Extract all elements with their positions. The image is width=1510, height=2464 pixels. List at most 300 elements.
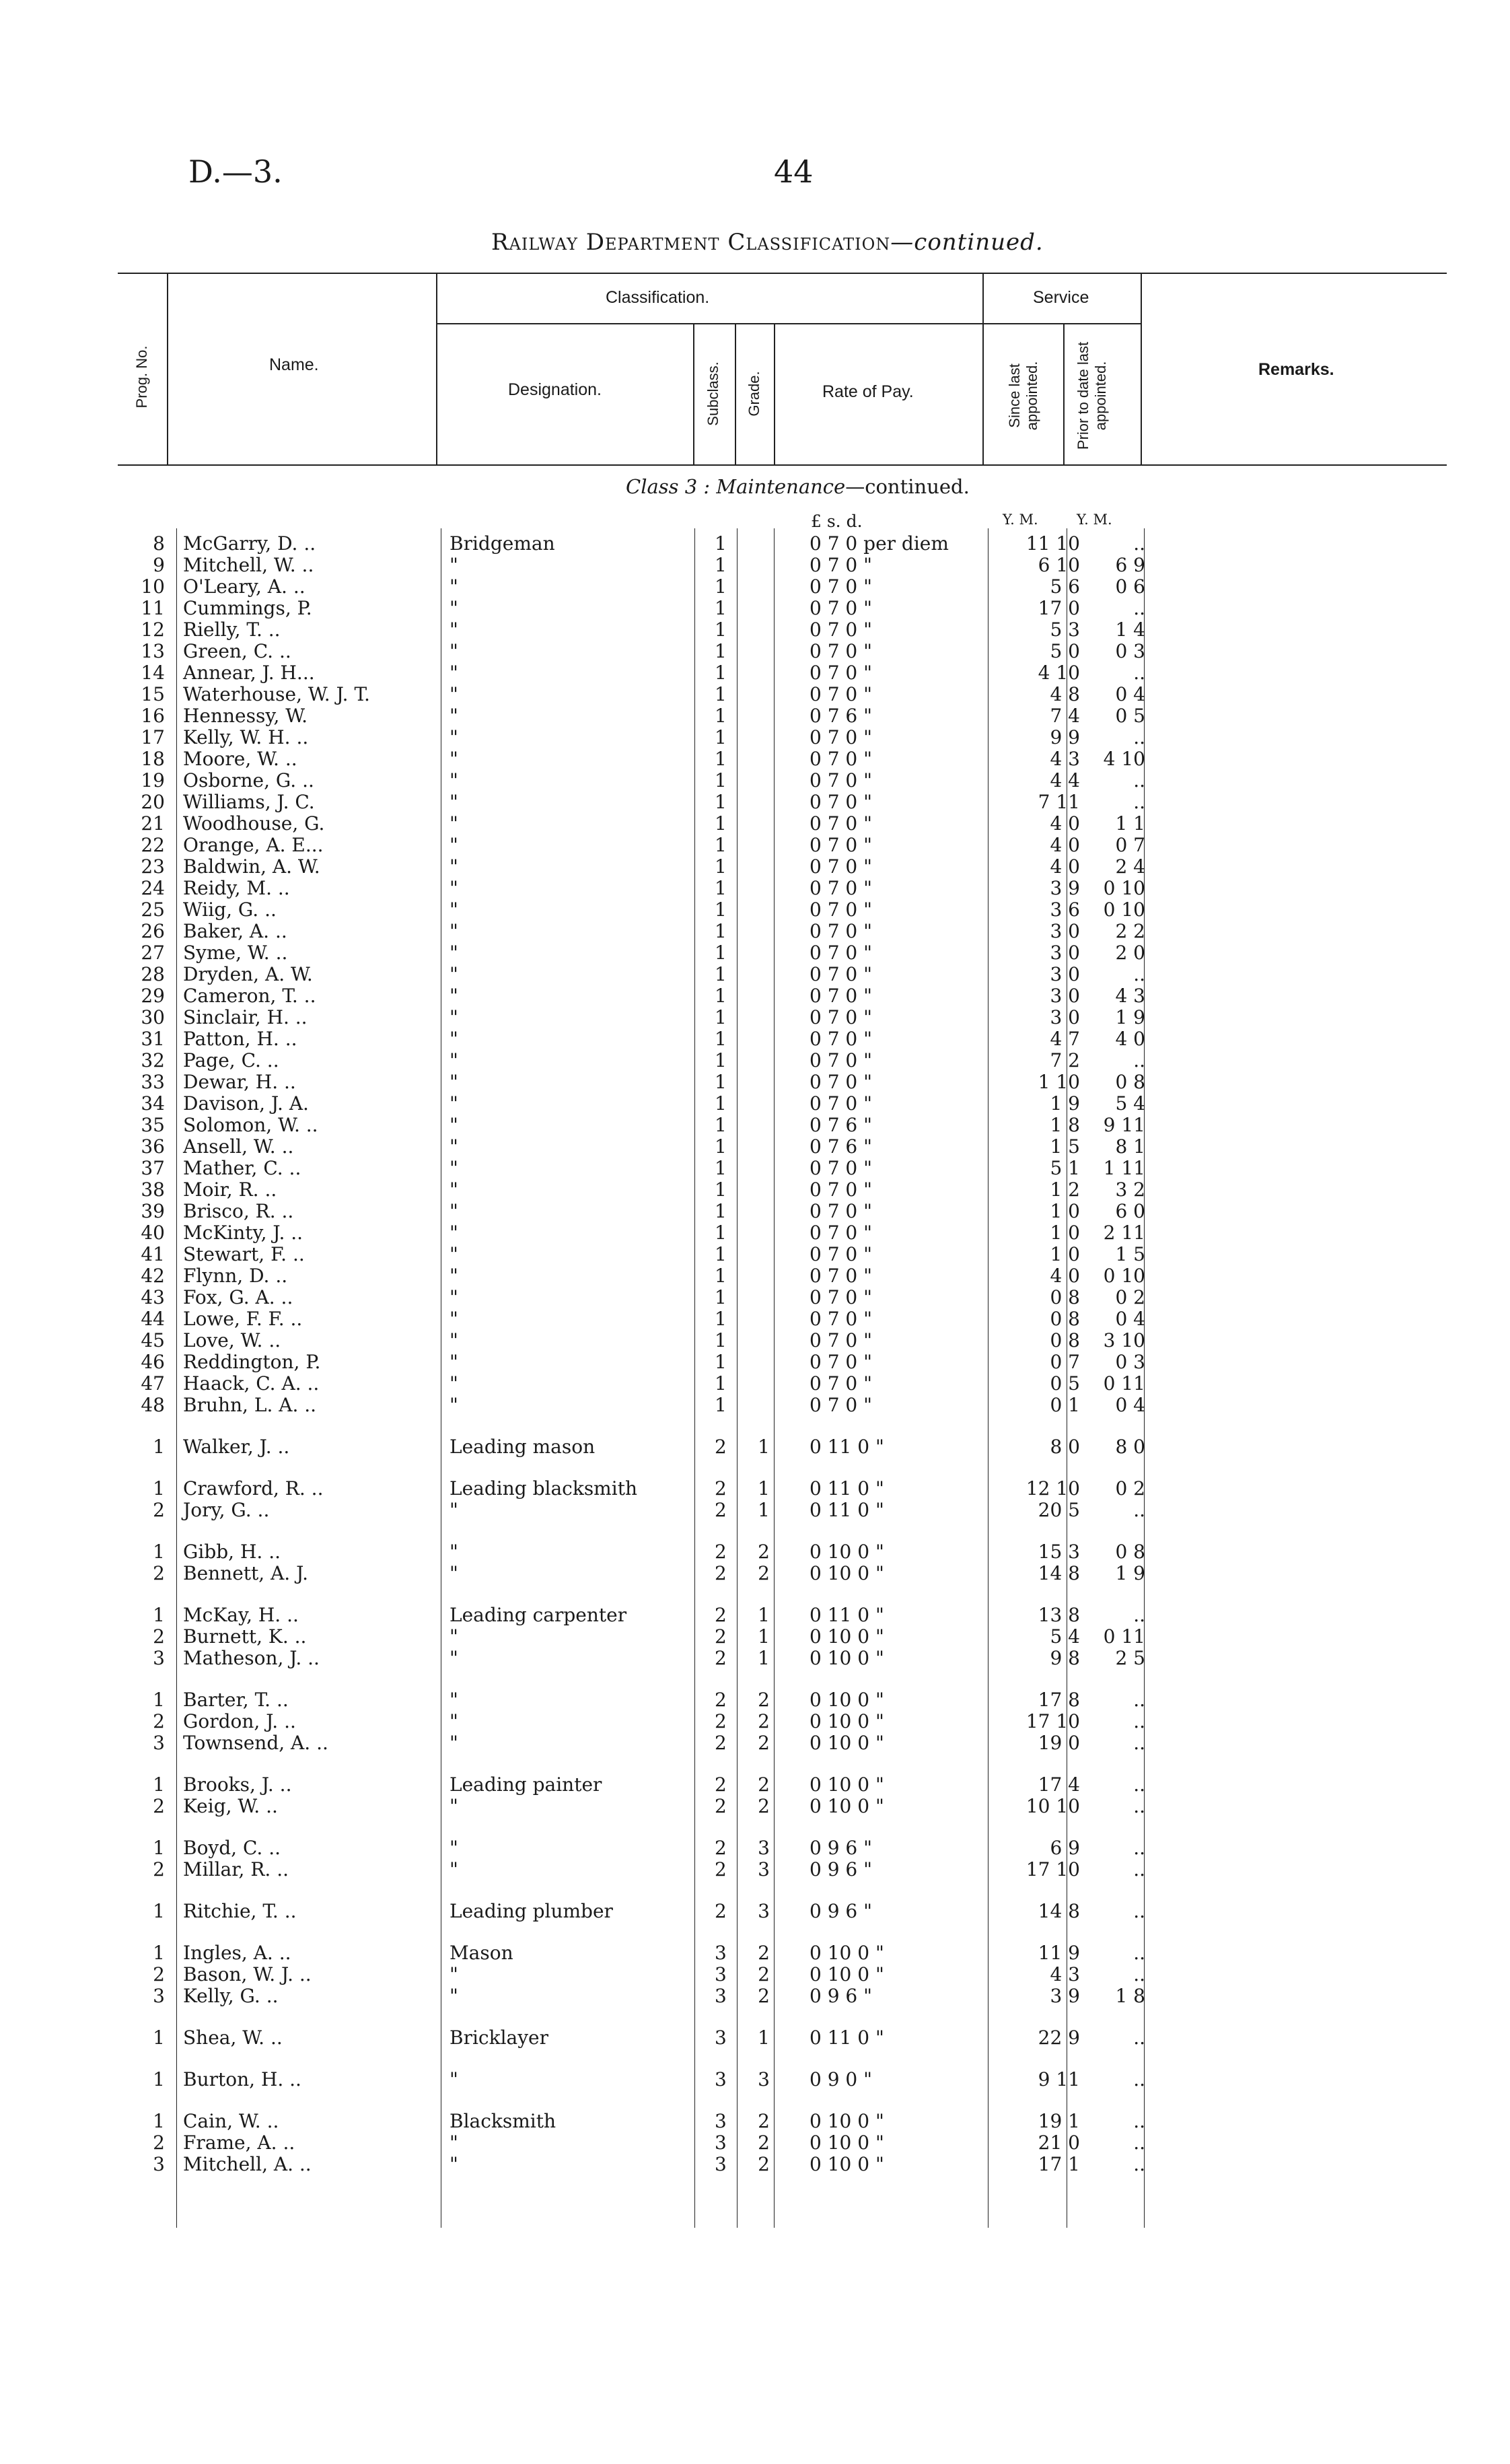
- row-prior: 1 1: [1115, 812, 1145, 835]
- row-prior: 2 5: [1115, 1647, 1145, 1669]
- row-subclass: 1: [715, 899, 727, 921]
- row-prior: ..: [1133, 597, 1145, 619]
- table-row: [0, 964, 1510, 985]
- row-rate: 0 7 0 ": [810, 683, 873, 705]
- row-name: McKay, H. ..: [183, 1604, 299, 1626]
- row-since: 11 9: [1038, 1942, 1080, 1964]
- row-since: 20 5: [1038, 1499, 1080, 1521]
- row-prior: 0 4: [1115, 1308, 1145, 1330]
- row-designation: ": [450, 619, 458, 641]
- row-name: Ingles, A. ..: [183, 1942, 291, 1964]
- row-designation: ": [450, 812, 458, 835]
- row-subclass: 2: [715, 1477, 727, 1500]
- row-since: 0 8: [1050, 1308, 1080, 1330]
- row-designation: ": [450, 1157, 458, 1179]
- row-since: 12 10: [1026, 1477, 1080, 1500]
- row-name: McGarry, D. ..: [183, 532, 316, 555]
- table-row: [0, 921, 1510, 942]
- row-designation: ": [450, 1243, 458, 1265]
- row-name: Wiig, G. ..: [183, 899, 277, 921]
- row-prior: 5 4: [1115, 1092, 1145, 1115]
- row-prior: ..: [1133, 769, 1145, 791]
- row-name: Dewar, H. ..: [183, 1071, 296, 1093]
- table-row: [0, 813, 1510, 835]
- row-name: Sinclair, H. ..: [183, 1006, 308, 1028]
- row-name: Brisco, R. ..: [183, 1200, 294, 1222]
- row-rate: 0 7 6 ": [810, 1114, 873, 1136]
- row-since: 9 8: [1050, 1647, 1080, 1669]
- row-rate: 0 7 0 ": [810, 597, 873, 619]
- row-name: Shea, W. ..: [183, 2027, 283, 2049]
- classification-header: Classification.: [606, 288, 710, 307]
- row-name: Moir, R. ..: [183, 1178, 277, 1201]
- table-row: [0, 1115, 1510, 1136]
- row-subclass: 1: [715, 1071, 727, 1093]
- row-subclass: 1: [715, 1135, 727, 1158]
- row-subclass: 2: [715, 1541, 727, 1563]
- row-rate: 0 10 0 ": [810, 1942, 884, 1964]
- row-prior: 0 2: [1115, 1477, 1145, 1500]
- table-row: [0, 1689, 1510, 1711]
- row-number: 28: [141, 963, 165, 985]
- row-prior: 1 5: [1115, 1243, 1145, 1265]
- row-designation: ": [450, 1732, 458, 1754]
- table-row: [0, 1222, 1510, 1244]
- row-number: 12: [141, 619, 165, 641]
- row-designation: ": [450, 597, 458, 619]
- row-subclass: 1: [715, 855, 727, 878]
- row-name: Moore, W. ..: [183, 748, 297, 770]
- row-subclass: 2: [715, 1625, 727, 1648]
- table-row: [0, 1007, 1510, 1028]
- row-prior: 0 6: [1115, 575, 1145, 598]
- row-number: 36: [141, 1135, 165, 1158]
- title-main: Railway Department Classification: [491, 229, 891, 256]
- row-subclass: 1: [715, 920, 727, 942]
- row-subclass: 1: [715, 963, 727, 985]
- row-since: 4 4: [1050, 769, 1080, 791]
- row-subclass: 1: [715, 662, 727, 684]
- row-prior: 4 10: [1103, 748, 1145, 770]
- row-subclass: 1: [715, 1114, 727, 1136]
- row-designation: ": [450, 575, 458, 598]
- row-since: 17 0: [1038, 597, 1080, 619]
- row-rate: 0 7 0 ": [810, 985, 873, 1007]
- row-number: 39: [141, 1200, 165, 1222]
- row-number: 31: [141, 1028, 165, 1050]
- table-row: [0, 1732, 1510, 1754]
- row-designation: ": [450, 1562, 458, 1584]
- row-name: Reidy, M. ..: [183, 877, 290, 899]
- row-grade: 3: [758, 1858, 770, 1880]
- table-row: [0, 1050, 1510, 1071]
- table-row: [0, 985, 1510, 1007]
- row-grade: 2: [758, 1942, 770, 1964]
- row-grade: 1: [758, 1499, 770, 1521]
- row-designation: ": [450, 1541, 458, 1563]
- row-number: 1: [153, 1837, 165, 1859]
- row-subclass: 3: [715, 1942, 727, 1964]
- table-row: [0, 899, 1510, 921]
- row-since: 5 3: [1050, 619, 1080, 641]
- row-rate: 0 7 0 ": [810, 1092, 873, 1115]
- row-name: Page, C. ..: [183, 1049, 279, 1071]
- row-number: 3: [153, 1732, 165, 1754]
- row-subclass: 1: [715, 705, 727, 727]
- table-row: [0, 1859, 1510, 1880]
- row-grade: 2: [758, 2132, 770, 2154]
- table-row: [0, 619, 1510, 641]
- row-subclass: 1: [715, 942, 727, 964]
- row-designation: ": [450, 683, 458, 705]
- money-units: £ s. d.: [811, 512, 863, 531]
- row-prior: ..: [1133, 963, 1145, 985]
- row-since: 19 1: [1038, 2110, 1080, 2132]
- row-prior: 3 10: [1103, 1329, 1145, 1351]
- row-prior: 0 10: [1103, 877, 1145, 899]
- row-grade: 2: [758, 2153, 770, 2175]
- row-rate: 0 10 0 ": [810, 1963, 884, 1985]
- row-number: 1: [153, 2027, 165, 2049]
- row-prior: 2 2: [1115, 920, 1145, 942]
- row-name: Ansell, W. ..: [183, 1135, 294, 1158]
- row-name: Green, C. ..: [183, 640, 291, 662]
- row-designation: ": [450, 985, 458, 1007]
- row-subclass: 1: [715, 640, 727, 662]
- row-prior: ..: [1133, 1689, 1145, 1711]
- grade-header: Grade.: [746, 371, 762, 417]
- row-prior: 0 11: [1103, 1625, 1145, 1648]
- row-since: 3 0: [1050, 963, 1080, 985]
- row-number: 22: [141, 834, 165, 856]
- row-designation: Bridgeman: [450, 532, 555, 555]
- row-number: 1: [153, 2068, 165, 2090]
- row-name: Hennessy, W.: [183, 705, 308, 727]
- row-name: Williams, J. C.: [183, 791, 315, 813]
- row-name: Crawford, R. ..: [183, 1477, 324, 1500]
- table-row: [0, 2027, 1510, 2049]
- row-name: Ritchie, T. ..: [183, 1900, 297, 1922]
- row-subclass: 1: [715, 1049, 727, 1071]
- row-prior: 1 9: [1115, 1562, 1145, 1584]
- table-row: [0, 835, 1510, 856]
- row-prior: ..: [1133, 1795, 1145, 1817]
- row-name: Kelly, W. H. ..: [183, 726, 309, 748]
- row-number: 8: [153, 532, 165, 555]
- row-since: 14 8: [1038, 1562, 1080, 1584]
- table-row: [0, 598, 1510, 619]
- table-row: [0, 1541, 1510, 1563]
- row-rate: 0 7 0 ": [810, 877, 873, 899]
- row-rate: 0 7 0 ": [810, 812, 873, 835]
- table-row: [0, 727, 1510, 748]
- row-since: 19 0: [1038, 1732, 1080, 1754]
- row-since: 5 1: [1050, 1157, 1080, 1179]
- row-since: 1 0: [1050, 1243, 1080, 1265]
- row-number: 2: [153, 1710, 165, 1732]
- row-prior: 1 8: [1115, 1985, 1145, 2007]
- row-subclass: 3: [715, 2027, 727, 2049]
- row-name: Fox, G. A. ..: [183, 1286, 293, 1308]
- row-subclass: 1: [715, 726, 727, 748]
- row-grade: 3: [758, 2068, 770, 2090]
- row-number: 2: [153, 2132, 165, 2154]
- row-designation: ": [450, 1837, 458, 1859]
- row-number: 17: [141, 726, 165, 748]
- row-rate: 0 7 0 ": [810, 575, 873, 598]
- row-subclass: 1: [715, 791, 727, 813]
- row-rate: 0 10 0 ": [810, 1562, 884, 1584]
- row-designation: ": [450, 899, 458, 921]
- row-subclass: 1: [715, 1178, 727, 1201]
- row-name: Barter, T. ..: [183, 1689, 289, 1711]
- row-since: 0 5: [1050, 1372, 1080, 1395]
- row-prior: ..: [1133, 532, 1145, 555]
- row-rate: 0 10 0 ": [810, 1689, 884, 1711]
- row-rate: 0 10 0 ": [810, 1625, 884, 1648]
- row-name: Stewart, F. ..: [183, 1243, 305, 1265]
- row-designation: ": [450, 1963, 458, 1985]
- row-since: 22 9: [1038, 2027, 1080, 2049]
- row-designation: ": [450, 2068, 458, 2090]
- table-row: [0, 1028, 1510, 1050]
- row-name: Brooks, J. ..: [183, 1773, 292, 1796]
- row-prior: 2 4: [1115, 855, 1145, 878]
- row-since: 5 0: [1050, 640, 1080, 662]
- row-subclass: 1: [715, 985, 727, 1007]
- row-number: 40: [141, 1222, 165, 1244]
- row-name: Frame, A. ..: [183, 2132, 295, 2154]
- row-number: 27: [141, 942, 165, 964]
- row-number: 1: [153, 1773, 165, 1796]
- row-subclass: 2: [715, 1732, 727, 1754]
- row-name: Bason, W. J. ..: [183, 1963, 312, 1985]
- row-rate: 0 7 0 ": [810, 1049, 873, 1071]
- row-number: 47: [141, 1372, 165, 1395]
- row-subclass: 2: [715, 1436, 727, 1458]
- row-grade: 1: [758, 1436, 770, 1458]
- row-designation: ": [450, 1135, 458, 1158]
- since-units: Y. M.: [1003, 512, 1038, 528]
- class-label: Class 3 :: [626, 475, 711, 498]
- row-prior: 0 3: [1115, 640, 1145, 662]
- since-header: Since last appointed.: [1006, 361, 1040, 431]
- row-since: 17 8: [1038, 1689, 1080, 1711]
- row-rate: 0 7 0 ": [810, 834, 873, 856]
- row-name: Haack, C. A. ..: [183, 1372, 320, 1395]
- row-number: 29: [141, 985, 165, 1007]
- row-rate: 0 7 0 ": [810, 1351, 873, 1373]
- row-prior: ..: [1133, 1710, 1145, 1732]
- table-row: [0, 1395, 1510, 1416]
- row-prior: 0 7: [1115, 834, 1145, 856]
- row-number: 9: [153, 554, 165, 576]
- row-subclass: 1: [715, 1308, 727, 1330]
- table-row: [0, 1796, 1510, 1817]
- row-since: 4 8: [1050, 683, 1080, 705]
- row-grade: 2: [758, 1985, 770, 2007]
- row-rate: 0 7 0 ": [810, 791, 873, 813]
- row-since: 11 10: [1026, 532, 1080, 555]
- table-row: [0, 1563, 1510, 1584]
- row-designation: Leading painter: [450, 1773, 602, 1796]
- row-name: Orange, A. E...: [183, 834, 324, 856]
- row-number: 24: [141, 877, 165, 899]
- row-designation: ": [450, 1200, 458, 1222]
- table-row: [0, 1478, 1510, 1500]
- table-row: [0, 1648, 1510, 1669]
- row-subclass: 1: [715, 1200, 727, 1222]
- row-subclass: 1: [715, 1028, 727, 1050]
- row-number: 37: [141, 1157, 165, 1179]
- row-prior: 2 11: [1103, 1222, 1145, 1244]
- row-subclass: 1: [715, 1265, 727, 1287]
- row-subclass: 1: [715, 575, 727, 598]
- row-prior: ..: [1133, 726, 1145, 748]
- row-prior: 0 10: [1103, 899, 1145, 921]
- row-name: Bennett, A. J.: [183, 1562, 309, 1584]
- row-since: 1 0: [1050, 1222, 1080, 1244]
- row-rate: 0 7 0 ": [810, 1308, 873, 1330]
- row-designation: ": [450, 1049, 458, 1071]
- row-prior: ..: [1133, 2068, 1145, 2090]
- row-rate: 0 10 0 ": [810, 2153, 884, 2175]
- table-row: [0, 791, 1510, 813]
- row-grade: 2: [758, 1773, 770, 1796]
- row-designation: ": [450, 1114, 458, 1136]
- row-since: 3 0: [1050, 920, 1080, 942]
- row-name: Davison, J. A.: [183, 1092, 309, 1115]
- row-prior: ..: [1133, 1773, 1145, 1796]
- row-number: 41: [141, 1243, 165, 1265]
- row-number: 2: [153, 1562, 165, 1584]
- row-name: Lowe, F. F. ..: [183, 1308, 303, 1330]
- table-row: [0, 1287, 1510, 1308]
- row-number: 15: [141, 683, 165, 705]
- row-since: 3 6: [1050, 899, 1080, 921]
- row-grade: 1: [758, 1647, 770, 1669]
- row-name: Millar, R. ..: [183, 1858, 289, 1880]
- row-number: 20: [141, 791, 165, 813]
- table-row: [0, 1837, 1510, 1859]
- row-designation: ": [450, 769, 458, 791]
- row-since: 4 3: [1050, 1963, 1080, 1985]
- row-prior: 3 2: [1115, 1178, 1145, 1201]
- row-subclass: 3: [715, 1985, 727, 2007]
- row-rate: 0 11 0 ": [810, 1477, 884, 1500]
- row-rate: 0 7 0 ": [810, 662, 873, 684]
- row-name: Solomon, W. ..: [183, 1114, 318, 1136]
- row-name: Patton, H. ..: [183, 1028, 297, 1050]
- row-grade: 2: [758, 1689, 770, 1711]
- row-prior: 4 0: [1115, 1028, 1145, 1050]
- row-designation: Mason: [450, 1942, 513, 1964]
- row-designation: ": [450, 1092, 458, 1115]
- row-prior: 4 3: [1115, 985, 1145, 1007]
- table-row: [0, 1436, 1510, 1458]
- row-number: 46: [141, 1351, 165, 1373]
- row-subclass: 1: [715, 1157, 727, 1179]
- row-rate: 0 7 0 ": [810, 1157, 873, 1179]
- row-rate: 0 7 0 ": [810, 1372, 873, 1395]
- row-since: 17 1: [1038, 2153, 1080, 2175]
- prior-units: Y. M.: [1077, 512, 1112, 528]
- row-number: 11: [141, 597, 165, 619]
- table-row: [0, 1093, 1510, 1115]
- row-number: 1: [153, 1689, 165, 1711]
- row-number: 2: [153, 1499, 165, 1521]
- row-subclass: 3: [715, 2068, 727, 2090]
- class-name: Maintenance: [716, 475, 846, 498]
- row-number: 32: [141, 1049, 165, 1071]
- row-subclass: 1: [715, 1092, 727, 1115]
- row-designation: ": [450, 554, 458, 576]
- table-row: [0, 662, 1510, 684]
- row-name: Reddington, P.: [183, 1351, 321, 1373]
- row-rate: 0 10 0 ": [810, 1795, 884, 1817]
- row-designation: Leading mason: [450, 1436, 596, 1458]
- table-row: [0, 2132, 1510, 2154]
- row-rate: 0 7 0 ": [810, 619, 873, 641]
- row-rate: 0 9 6 ": [810, 1900, 873, 1922]
- remarks-header: Remarks.: [1258, 360, 1334, 379]
- row-prior: ..: [1133, 2027, 1145, 2049]
- row-since: 3 9: [1050, 877, 1080, 899]
- row-subclass: 2: [715, 1773, 727, 1796]
- row-prior: ..: [1133, 662, 1145, 684]
- row-designation: ": [450, 855, 458, 878]
- table-row: [0, 1308, 1510, 1330]
- row-rate: 0 7 0 ": [810, 1222, 873, 1244]
- row-prior: 0 4: [1115, 1394, 1145, 1416]
- row-name: Gibb, H. ..: [183, 1541, 281, 1563]
- row-since: 21 0: [1038, 2132, 1080, 2154]
- row-name: Baldwin, A. W.: [183, 855, 320, 878]
- row-subclass: 1: [715, 1006, 727, 1028]
- row-prior: ..: [1133, 2110, 1145, 2132]
- row-number: 1: [153, 1942, 165, 1964]
- row-rate: 0 7 0 ": [810, 1265, 873, 1287]
- row-subclass: 2: [715, 1900, 727, 1922]
- table-row: [0, 942, 1510, 964]
- row-rate: 0 7 0 ": [810, 1028, 873, 1050]
- row-subclass: 1: [715, 834, 727, 856]
- row-prior: ..: [1133, 1049, 1145, 1071]
- subclass-header: Subclass.: [705, 361, 721, 426]
- row-since: 6 9: [1050, 1837, 1080, 1859]
- row-name: Annear, J. H...: [183, 662, 315, 684]
- row-since: 7 4: [1050, 705, 1080, 727]
- row-rate: 0 9 6 ": [810, 1985, 873, 2007]
- row-subclass: 2: [715, 1858, 727, 1880]
- row-rate: 0 7 0 ": [810, 899, 873, 921]
- table-row: [0, 1071, 1510, 1093]
- table-row: [0, 1136, 1510, 1158]
- row-subclass: 1: [715, 877, 727, 899]
- row-number: 1: [153, 1900, 165, 1922]
- row-rate: 0 7 0 ": [810, 640, 873, 662]
- table-row: [0, 748, 1510, 770]
- row-designation: ": [450, 1710, 458, 1732]
- row-rate: 0 7 0 ": [810, 1394, 873, 1416]
- table-row: [0, 856, 1510, 878]
- row-since: 0 1: [1050, 1394, 1080, 1416]
- table-row: [0, 1201, 1510, 1222]
- row-designation: ": [450, 1329, 458, 1351]
- row-rate: 0 9 6 ": [810, 1858, 873, 1880]
- page-ref: D.—3.: [188, 153, 283, 190]
- row-designation: ": [450, 1178, 458, 1201]
